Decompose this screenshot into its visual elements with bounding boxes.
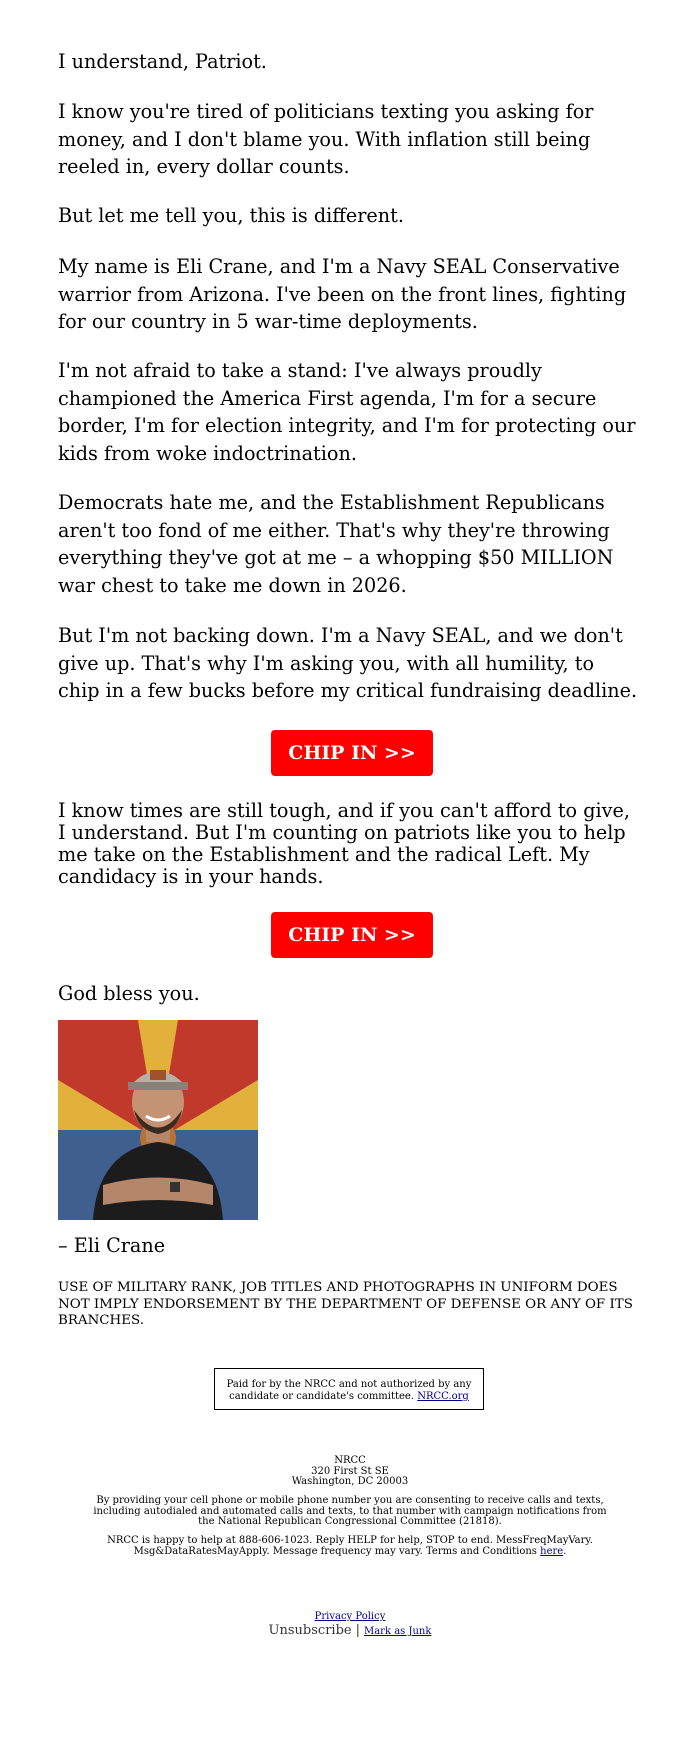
military-disclaimer: USE OF MILITARY RANK, JOB TITLES AND PHOTOGRAPHS IN UNIFORM DOES NOT IMPLY ENDORSEMENT BY THE DEPARTMENT OF DEFENSE OR ANY OF ITS BRANCHES.	[58, 1280, 633, 1328]
separator: |	[355, 1623, 360, 1638]
privacy-policy-link[interactable]: Privacy Policy	[314, 1611, 386, 1622]
paid-for-text: Paid for by the NRCC and not authorized by any candidate or candidate's committee.	[226, 1379, 472, 1402]
mark-as-junk-link[interactable]: Mark as Junk	[363, 1626, 432, 1637]
sms-consent: By providing your cell phone or mobile phone number you are consenting to receive calls and texts, including autodialed and automated calls and texts, to that number with campaign notifications from the National Republican Congressional Committee (21818).	[93, 1495, 607, 1527]
body-paragraph: My name is Eli Crane, and I'm a Navy SEAL Conservative warrior from Arizona. I've been on the front lines, fighting for our country in 5 war-time deployments.	[58, 255, 627, 333]
mailing-address	[90, 1456, 610, 1488]
body-paragraph: But let me tell you, this is different.	[58, 204, 404, 227]
terms-link[interactable]: here	[540, 1545, 564, 1557]
closing-blessing: God bless you.	[58, 982, 200, 1005]
chip-in-button-secondary[interactable]: CHIP IN >>	[271, 912, 433, 958]
sms-help-text: NRCC is happy to help at 888-606-1023. Reply HELP for help, STOP to end. MessFreqMayVary. Msg&DataRatesMayApply. Message frequency may vary. Terms and Conditions	[107, 1535, 593, 1557]
body-paragraph: I'm not afraid to take a stand: I've always proudly championed the America First agenda, I'm for a secure border, I'm for election integrity, and I'm for protecting our kids from woke indoctrination.	[58, 359, 636, 465]
paid-for-box	[214, 1368, 484, 1410]
body-paragraph: Democrats hate me, and the Establishment Republicans aren't too fond of me either. That's why they're throwing everything they've got at me – a whopping $50 MILLION war chest to take me down in 2026.	[58, 491, 614, 597]
street-address: 320 First St SE	[311, 1465, 389, 1477]
candidate-photo	[58, 1020, 258, 1220]
org-name: NRCC	[334, 1455, 366, 1466]
nrcc-link[interactable]: NRCC.org	[417, 1391, 469, 1402]
greeting: I understand, Patriot.	[58, 50, 267, 73]
unsubscribe-row	[0, 1623, 700, 1638]
city-address: Washington, DC 20003	[291, 1476, 409, 1487]
sms-help: NRCC is happy to help at 888-606-1023. Reply HELP for help, STOP to end. MessFreqMayVary. Msg&DataRatesMayApply. Message frequency may vary. Terms and Conditions here.	[107, 1535, 593, 1557]
body-paragraph: I know you're tired of politicians texting you asking for money, and I don't blame you. With inflation still being reeled in, every dollar counts.	[58, 100, 594, 178]
privacy-row	[0, 1611, 700, 1622]
chip-in-button[interactable]: CHIP IN >>	[271, 730, 433, 776]
body-paragraph: I know times are still tough, and if you can't afford to give, I understand. But I'm counting on patriots like you to help me take on the Establishment and the radical Left. My candidacy is in your hands.	[58, 799, 630, 888]
signature: – Eli Crane	[58, 1234, 166, 1257]
body-paragraph: But I'm not backing down. I'm a Navy SEAL, and we don't give up. That's why I'm asking you, with all humility, to chip in a few bucks before my critical fundraising deadline.	[58, 624, 638, 702]
unsubscribe-link[interactable]: Unsubscribe	[268, 1623, 352, 1638]
